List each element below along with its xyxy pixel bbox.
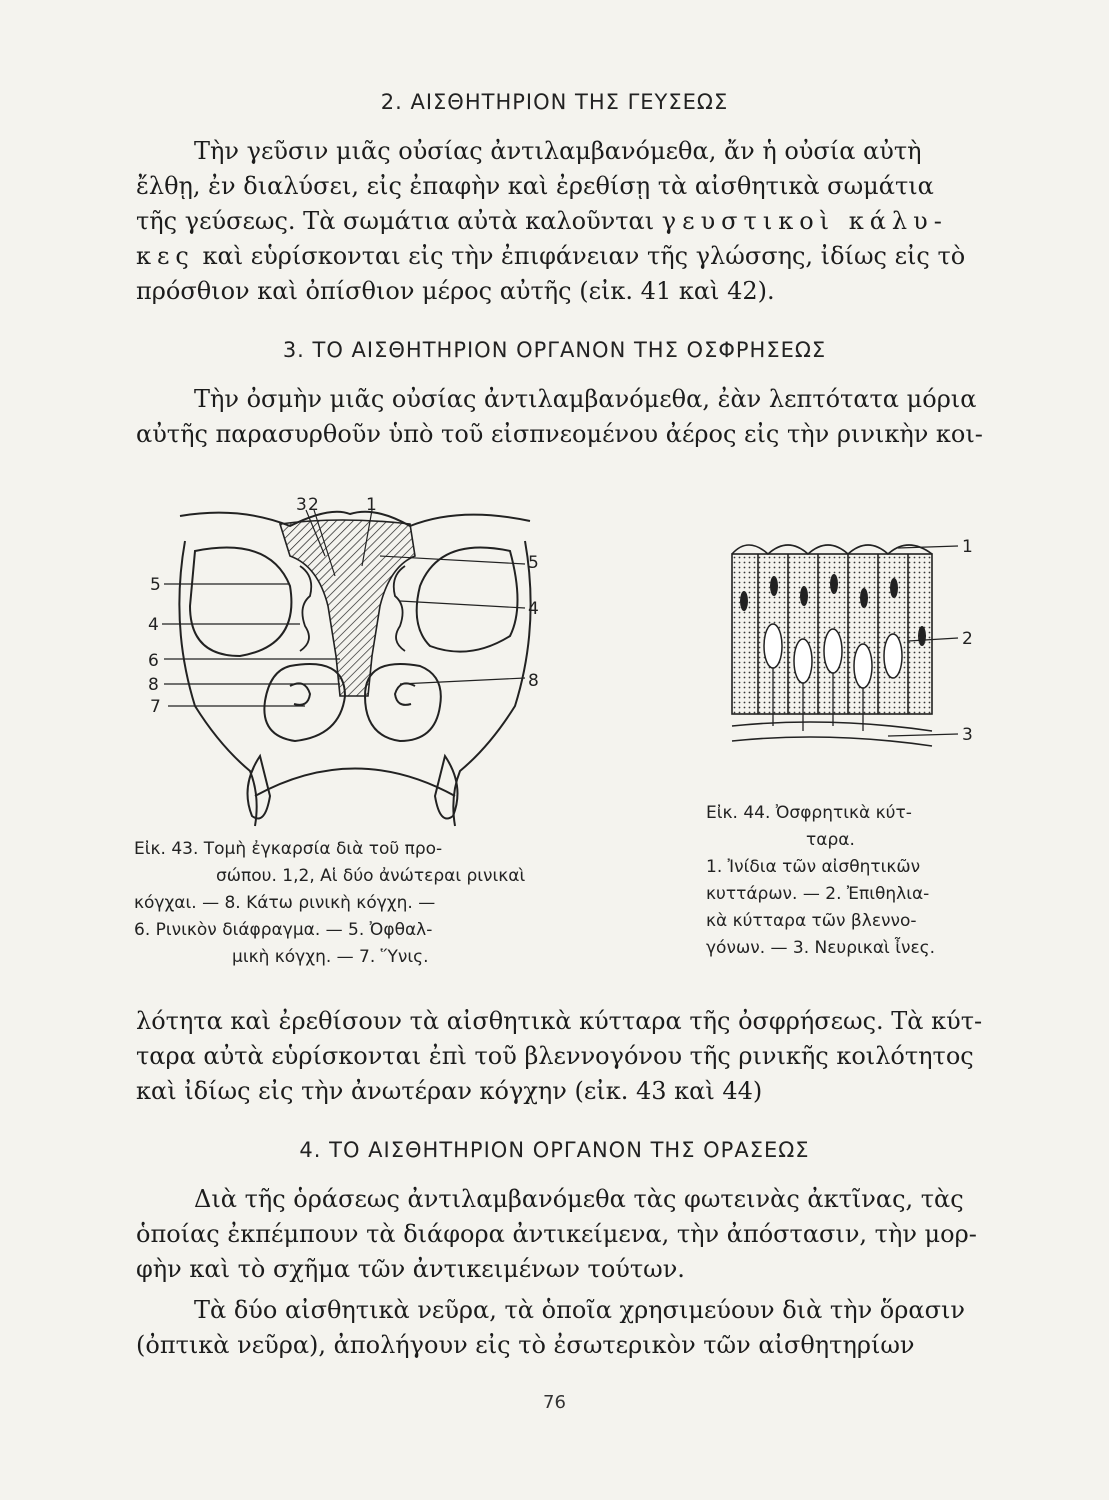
caption-line: σώπου. 1,2, Αἱ δύο ἀνώτεραι ρινικαὶ [216,866,526,886]
caption-line: κὰ κύτταρα τῶν βλεννο- [706,911,917,931]
caption-line: μικὴ κόγχη. — 7. Ὕνις. [232,947,429,967]
text-line: Τὴν ὀσμὴν μιᾶς οὐσίας ἀντιλαμβανόμεθα, ἐὰν λεπτότατα μόρια [194,385,977,413]
text-line: καὶ ἰδίως εἰς τὴν ἀνωτέραν κόγχην (εἰκ. 43 καὶ 44) [136,1077,763,1105]
text-line: Διὰ τῆς ὁράσεως ἀντιλαμβανόμεθα τὰς φωτεινὰς ἀκτῖνας, τὰς [194,1185,964,1213]
fig44-label: 1 [962,537,973,557]
fig43-label: 3 [296,496,307,515]
fig44-label: 3 [962,725,973,745]
fig43-label: 6 [148,651,159,671]
caption-line: 1. Ἰνίδια τῶν αἰσθητικῶν [706,857,921,877]
caption-line: Εἰκ. 44. Ὀσφρητικὰ κύτ- [706,803,912,823]
figure-43-caption [134,836,525,971]
figure-43-nasal-cross-section [140,496,560,836]
term-taste-buds: γευστικοὶ κάλυ- [661,207,948,235]
fig43-label: 2 [308,496,319,515]
figure-44-caption [706,800,935,962]
fig43-label: 5 [150,575,161,595]
fig43-label: 4 [148,615,159,635]
section-heading-vision: 4. ΤΟ ΑΙΣΘΗΤΗΡΙΟΝ ΟΡΓΑΝΟΝ ΤΗΣ ΟΡΑΣΕΩΣ [299,1138,810,1162]
paragraph-smell-continued [136,1004,988,1109]
caption-line: 6. Ρινικὸν διάφραγμα. — 5. Ὀφθαλ- [134,920,433,940]
caption-line: γόνων. — 3. Νευρικαὶ ἶνες. [706,938,936,958]
text-line: (ὀπτικὰ νεῦρα), ἀπολήγουν εἰς τὸ ἐσωτερικὸν τῶν αἰσθητηρίων [136,1331,915,1359]
fig43-label: 8 [148,675,159,695]
fig43-label: 8 [528,671,539,691]
page-number: 76 [543,1392,566,1413]
text-line: ὁποίας ἐκπέμπουν τὰ διάφορα ἀντικείμενα, τὴν ἀπόστασιν, τὴν μορ- [136,1220,977,1248]
text-line [136,204,988,239]
text-line: πρόσθιον καὶ ὀπίσθιον μέρος αὐτῆς (εἰκ. 41 καὶ 42). [136,277,775,305]
caption-line: κυττάρων. — 2. Ἐπιθηλια- [706,884,930,904]
paragraph-taste [136,134,988,309]
text-line: ἔλθῃ, ἐν διαλύσει, εἰς ἐπαφὴν καὶ ἐρεθίσῃ τὰ αἰσθητικὰ σωμάτια [136,172,934,200]
section-heading-taste: 2. ΑΙΣΘΗΤΗΡΙΟΝ ΤΗΣ ΓΕΥΣΕΩΣ [380,90,729,114]
text-line: φὴν καὶ τὸ σχῆμα τῶν ἀντικειμένων τούτων. [136,1255,685,1283]
term-taste-buds-end: κες [136,242,195,270]
fig43-label: 4 [528,599,539,619]
text-fragment: καὶ εὑρίσκονται εἰς τὴν ἐπιφάνειαν τῆς γλώσσης, ἰδίως εἰς τὸ [202,242,966,270]
section-heading-smell: 3. ΤΟ ΑΙΣΘΗΤΗΡΙΟΝ ΟΡΓΑΝΟΝ ΤΗΣ ΟΣΦΡΗΣΕΩΣ [282,338,827,362]
fig43-label: 7 [150,697,161,717]
paragraph-vision [136,1182,988,1363]
text-line: λότητα καὶ ἐρεθίσουν τὰ αἰσθητικὰ κύτταρα τῆς ὀσφρήσεως. Τὰ κύτ- [136,1007,983,1035]
text-line: Τὰ δύο αἰσθητικὰ νεῦρα, τὰ ὁποῖα χρησιμεύουν διὰ τὴν ὅρασιν [194,1296,965,1324]
figure-44-olfactory-cells [718,526,980,776]
caption-line: κόγχαι. — 8. Κάτω ρινικὴ κόγχη. — [134,893,436,913]
fig43-label: 5 [528,553,539,573]
text-line [136,239,988,274]
caption-line: Εἰκ. 43. Τομὴ ἐγκαρσία διὰ τοῦ προ- [134,839,443,859]
text-line: αὐτῆς παρασυρθοῦν ὑπὸ τοῦ εἰσπνεομένου ἀέρος εἰς τὴν ρινικὴν κοι- [136,420,983,448]
paragraph-smell [136,382,988,452]
fig44-label: 2 [962,629,973,649]
text-fragment: τῆς γεύσεως. Τὰ σωμάτια αὐτὰ καλοῦνται [136,207,655,235]
fig43-label: 1 [366,496,377,515]
text-line: ταρα αὐτὰ εὑρίσκονται ἐπὶ τοῦ βλεννογόνου τῆς ρινικῆς κοιλότητος [136,1042,974,1070]
caption-line: ταρα. [806,830,855,850]
text-line: Τὴν γεῦσιν μιᾶς οὐσίας ἀντιλαμβανόμεθα, ἄν ἡ οὐσία αὐτὴ [194,137,922,165]
